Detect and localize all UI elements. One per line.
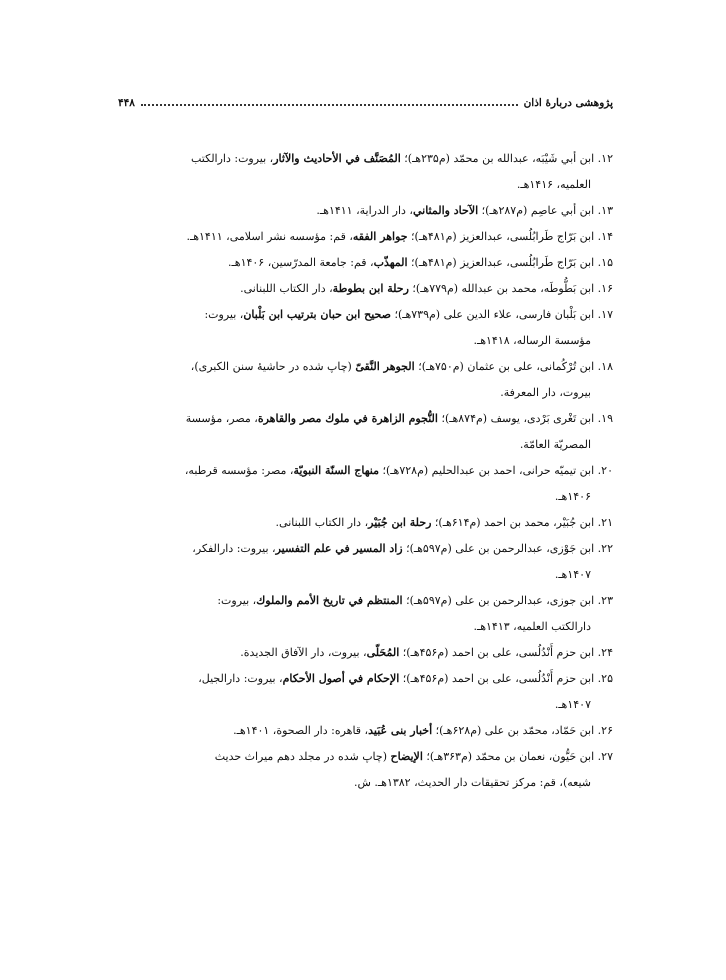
entry-continuation: ۱۴۰۷هـ. bbox=[554, 698, 591, 711]
entry-continuation: مؤسسة الرساله، ۱۴۱۸هـ. bbox=[473, 334, 591, 347]
bibliography-entry bbox=[118, 146, 613, 198]
running-title: پژوهشی دربارهٔ اذان bbox=[523, 97, 613, 109]
entry-author: ابن بَلْبان فارسی، علاء الدين علی (م۷۳۹هـ)؛ bbox=[390, 308, 595, 321]
entry-publication: ، بيروت: دارالفكر، bbox=[192, 542, 276, 555]
bibliography-entry bbox=[118, 458, 613, 510]
entry-number: ۲۶. bbox=[597, 724, 613, 737]
entry-publication: ، قم: مؤسسه نشر اسلامی، ۱۴۱۱هـ. bbox=[186, 230, 353, 243]
entry-author: ابن تيميّه حرانی، احمد بن عبدالحليم (م۷۲۸هـ)؛ bbox=[379, 464, 595, 477]
entry-author: ابن جُبَيْر، محمد بن احمد (م۶۱۴هـ)؛ bbox=[431, 516, 595, 529]
entry-title: رحلة ابن جُبَيْر bbox=[368, 516, 432, 529]
entry-author: ابن جوزی، عبدالرحمن بن علی (م۵۹۷هـ)؛ bbox=[402, 594, 595, 607]
entry-number: ۲۵. bbox=[597, 672, 613, 685]
entry-number: ۱۷. bbox=[597, 308, 613, 321]
entry-title: صحيح ابن حبان بترتيب ابن بَلْبان bbox=[243, 308, 391, 321]
entry-publication: ، دار الكتاب اللبنانی. bbox=[275, 516, 369, 529]
entry-title: المهذّب bbox=[373, 256, 408, 269]
entry-number: ۱۸. bbox=[597, 360, 613, 373]
entry-title: المُصَنَّف في الأحاديث والآثار bbox=[273, 152, 401, 165]
entry-title: المنتظم في تاريخ الأمم والملوك bbox=[256, 594, 403, 607]
entry-title: النُّجوم الزاهرة في ملوك مصر والقاهرة bbox=[257, 412, 438, 425]
entry-title: الإحكام في أصول الأحكام bbox=[282, 672, 400, 685]
entry-number: ۱۵. bbox=[597, 256, 613, 269]
bibliography-entry bbox=[118, 744, 613, 796]
bibliography-entry bbox=[118, 276, 613, 302]
entry-title: زاد المسير في علم التفسير bbox=[275, 542, 403, 555]
entry-title: أخبار بنی عُبَيد bbox=[368, 724, 433, 737]
entry-number: ۱۳. bbox=[597, 204, 613, 217]
entry-number: ۲۱. bbox=[597, 516, 613, 529]
entry-author: ابن حزم أَنْدُلُسی، علی بن احمد (م۴۵۶هـ)؛ bbox=[399, 646, 595, 659]
entry-continuation: ۱۴۰۷هـ. bbox=[554, 568, 591, 581]
bibliography-entry bbox=[118, 354, 613, 406]
entry-continuation: بيروت، دار المعرفة. bbox=[500, 386, 591, 399]
entry-author: ابن حَمّاد، محمّد بن علی (م۶۲۸هـ)؛ bbox=[432, 724, 595, 737]
entry-continuation: دارالكتب العلميه، ۱۴۱۳هـ. bbox=[473, 620, 591, 633]
entry-author: ابن تُرْكُمانی، علی بن عثمان (م۷۵۰هـ)؛ bbox=[414, 360, 595, 373]
bibliography-entry bbox=[118, 510, 613, 536]
entry-continuation: ۱۴۰۶هـ. bbox=[554, 490, 591, 503]
entry-author: ابن أبي عاصِم (م۲۸۷هـ)؛ bbox=[478, 204, 595, 217]
bibliography-entry bbox=[118, 536, 613, 588]
entry-author: ابن بَرّاج طَرابُلُسی، عبدالعزیز (م۴۸۱هـ)؛ bbox=[407, 256, 595, 269]
entry-author: ابن أبي شَيْبَه، عبدالله بن محمّد (م۲۳۵هـ)؛ bbox=[400, 152, 595, 165]
bibliography-entry bbox=[118, 588, 613, 640]
leader-dots bbox=[141, 96, 518, 106]
entry-publication: ، بيروت، دار الآفاق الجديدة. bbox=[240, 646, 367, 659]
entry-publication: ، مصر: مؤسسه قرطبه، bbox=[184, 464, 294, 477]
bibliography-entry bbox=[118, 406, 613, 458]
bibliography-entry bbox=[118, 250, 613, 276]
entry-author: ابن بَرّاج طَرابُلُسی، عبدالعزیز (م۴۸۱هـ)؛ bbox=[407, 230, 595, 243]
page-number: ۴۴۸ bbox=[118, 97, 135, 109]
entry-publication: ، دار الكتاب اللبنانی. bbox=[240, 282, 333, 295]
entry-title: رحلة ابن بطوطة bbox=[332, 282, 409, 295]
entry-author: ابن بَطُّوطَه، محمد بن عبدالله (م۷۷۹هـ)؛ bbox=[408, 282, 595, 295]
entry-title: الإيضاح bbox=[390, 750, 423, 763]
bibliography-entry bbox=[118, 302, 613, 354]
entry-title: منهاج السنّة النبويّة bbox=[293, 464, 380, 477]
bibliography-entry bbox=[118, 198, 613, 224]
entry-number: ۱۹. bbox=[597, 412, 613, 425]
entry-number: ۱۴. bbox=[597, 230, 613, 243]
entry-title: جواهر الفقه bbox=[352, 230, 408, 243]
entry-title: الجوهر النَّقیّ bbox=[355, 360, 415, 373]
entry-publication: (چاپ شده در حاشيهٔ سنن الكبرى)، bbox=[190, 360, 356, 373]
entry-author: ابن حزم أَنْدُلُسی، علی بن احمد (م۴۵۶هـ)؛ bbox=[399, 672, 595, 685]
entry-number: ۲۲. bbox=[597, 542, 613, 555]
bibliography-entry bbox=[118, 666, 613, 718]
entry-continuation: المصريّة العامّة. bbox=[519, 438, 591, 451]
entry-author: ابن جَوْزی، عبدالرحمن بن علی (م۵۹۷هـ)؛ bbox=[402, 542, 595, 555]
page bbox=[118, 96, 613, 796]
bibliography-entry bbox=[118, 224, 613, 250]
bibliography-entry bbox=[118, 718, 613, 744]
entry-title: المُحَلّى bbox=[366, 646, 400, 659]
entry-publication: ، مصر، مؤسسة bbox=[185, 412, 258, 425]
entry-publication: ، قم: جامعة المدرّسين، ۱۴۰۶هـ. bbox=[228, 256, 374, 269]
entry-publication: ، بيروت: دارالكتب bbox=[191, 152, 274, 165]
bibliography-entry bbox=[118, 640, 613, 666]
running-header bbox=[118, 96, 613, 118]
entry-number: ۲۰. bbox=[597, 464, 613, 477]
entry-publication: ، بيروت: bbox=[217, 594, 257, 607]
entry-continuation: شيعه)، قم: مركز تحقيقات دار الحديث، ۱۳۸۲هـ. ش. bbox=[354, 776, 591, 789]
entry-author: ابن تَغْری بَرْدی، يوسف (م۸۷۴هـ)؛ bbox=[437, 412, 595, 425]
entry-continuation: العلميه، ۱۴۱۶هـ. bbox=[516, 178, 591, 191]
bibliography-list bbox=[118, 146, 613, 796]
entry-publication: ، قاهره: دار الصحوة، ۱۴۰۱هـ. bbox=[233, 724, 369, 737]
entry-number: ۲۴. bbox=[597, 646, 613, 659]
entry-number: ۲۷. bbox=[597, 750, 613, 763]
entry-number: ۱۶. bbox=[597, 282, 613, 295]
entry-number: ۲۳. bbox=[597, 594, 613, 607]
entry-title: الآحاد والمثاني bbox=[412, 204, 479, 217]
entry-publication: ، دار الدراية، ۱۴۱۱هـ. bbox=[316, 204, 413, 217]
entry-author: ابن حَيُّون، نعمان بن محمّد (م۳۶۳هـ)؛ bbox=[422, 750, 595, 763]
entry-publication: (چاپ شده در مجلد دهم ميراث حديث bbox=[214, 750, 391, 763]
entry-publication: ، بيروت: bbox=[204, 308, 244, 321]
entry-publication: ، بيروت: دارالجيل، bbox=[198, 672, 283, 685]
entry-number: ۱۲. bbox=[597, 152, 613, 165]
